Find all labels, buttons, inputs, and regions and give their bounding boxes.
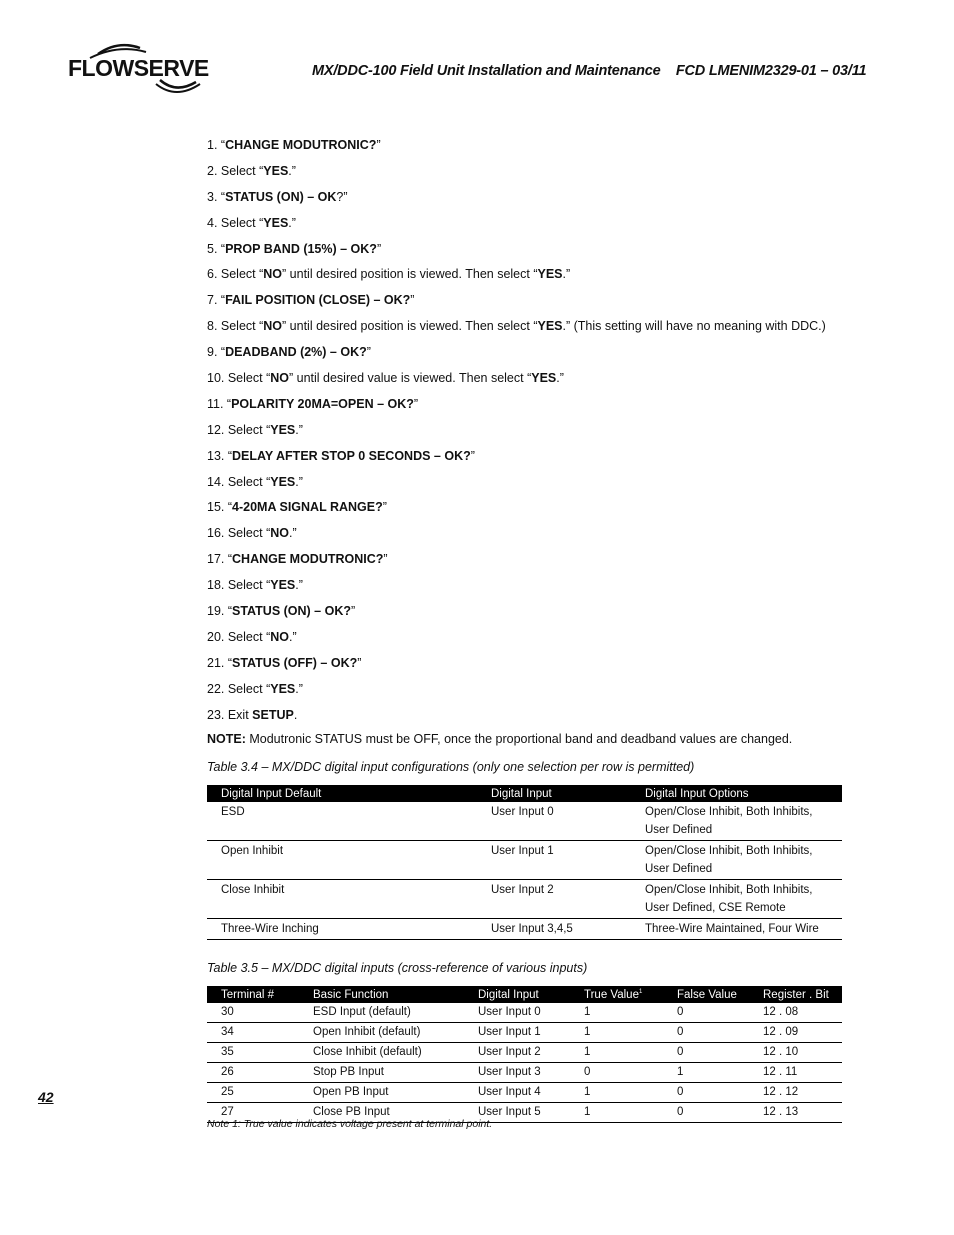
step-keyword: YES [270, 681, 296, 696]
table-cell [645, 880, 842, 919]
cell-line: Open/Close Inhibit, Both Inhibits, [645, 845, 813, 857]
step-text: .” [288, 163, 296, 178]
procedure-step [207, 421, 847, 447]
table-cell [645, 919, 842, 940]
table-cell: 1 [584, 1023, 677, 1043]
table-cell: Close Inhibit [207, 880, 491, 919]
step-keyword: NO [263, 319, 283, 334]
step-text: ” [351, 604, 356, 619]
flowserve-logo [68, 42, 210, 96]
step-keyword: YES [537, 319, 563, 334]
cell-line: User Defined [645, 824, 713, 836]
table-cell: User Input 5 [478, 1103, 584, 1123]
true-value-header: True Value [584, 988, 639, 1001]
column-header: False Value [677, 986, 763, 1003]
procedure-step [207, 240, 847, 266]
table-cell: 1 [584, 1103, 677, 1123]
table-cell: User Input 1 [491, 841, 645, 880]
column-header: Digital Input [491, 785, 645, 802]
table-cell: 12 . 12 [763, 1083, 842, 1103]
table-row [207, 1083, 842, 1103]
procedure-step [207, 602, 847, 628]
table-cell: User Input 3,4,5 [491, 919, 645, 940]
table-cell: 1 [584, 1083, 677, 1103]
table-3-5 [207, 986, 842, 1123]
step-keyword: POLARITY 20MA=OPEN – OK? [231, 396, 414, 411]
step-text: 8. Select “ [207, 319, 264, 334]
column-header: Digital Input Default [207, 785, 491, 802]
step-keyword: STATUS (ON) – OK [225, 189, 337, 204]
step-text: ” until desired position is viewed. Then select “ [282, 267, 538, 282]
step-text: 18. Select “ [207, 578, 271, 593]
table-cell: ESD Input (default) [313, 1003, 478, 1023]
procedure-steps [207, 136, 847, 731]
step-text: 5. “ [207, 241, 226, 256]
step-text: ” [376, 138, 381, 152]
cell-line: Open/Close Inhibit, Both Inhibits, [645, 806, 813, 818]
step-text: ” [383, 552, 388, 567]
step-text: 7. “ [207, 293, 226, 308]
step-keyword: STATUS (OFF) – OK? [232, 655, 358, 670]
table-row [207, 919, 842, 940]
procedure-step [207, 473, 847, 499]
table-cell: Open Inhibit [207, 841, 491, 880]
cell-line: User Defined [645, 863, 713, 875]
procedure-step [207, 706, 847, 732]
step-text: .” [562, 267, 571, 282]
table-cell: 30 [207, 1003, 313, 1023]
procedure-step [207, 317, 847, 343]
procedure-step [207, 576, 847, 602]
table-cell: 0 [677, 1083, 763, 1103]
step-text: 4. Select “ [207, 215, 264, 230]
table-cell: 1 [584, 1003, 677, 1023]
procedure-step [207, 343, 847, 369]
step-text: ” [382, 500, 387, 515]
table-cell: User Input 0 [491, 802, 645, 841]
procedure-step [207, 291, 847, 317]
table-3-4-caption: Table 3.4 – MX/DDC digital input configurations (only one selection per row is permitted) [207, 760, 695, 774]
step-keyword: SETUP [252, 707, 294, 722]
step-keyword: YES [263, 163, 289, 178]
procedure-step [207, 162, 847, 188]
step-keyword: DELAY AFTER STOP 0 SECONDS – OK? [232, 448, 471, 463]
step-keyword: NO [270, 526, 289, 541]
table-cell: 12 . 09 [763, 1023, 842, 1043]
table-cell: User Input 3 [478, 1063, 584, 1083]
step-text: ” [410, 293, 415, 308]
procedure-step [207, 498, 847, 524]
step-text: 3. “ [207, 189, 226, 204]
procedure-step [207, 447, 847, 473]
table-3-5-caption: Table 3.5 – MX/DDC digital inputs (cross-reference of various inputs) [207, 961, 588, 975]
table-row [207, 1003, 842, 1023]
table-cell: 12 . 08 [763, 1003, 842, 1023]
column-header: Digital Input [478, 986, 584, 1003]
table-header-row [207, 986, 842, 1003]
step-text: 14. Select “ [207, 474, 271, 489]
procedure-step [207, 524, 847, 550]
step-text: .” (This setting will have no meaning with DDC.) [562, 319, 826, 334]
step-text: 11. “ [207, 396, 232, 411]
procedure-step [207, 395, 847, 421]
table-cell: User Input 1 [478, 1023, 584, 1043]
step-text: 1. “ [207, 138, 226, 152]
cell-line: Open/Close Inhibit, Both Inhibits, [645, 884, 813, 896]
table-cell [645, 802, 842, 841]
step-text: 13. “ [207, 448, 233, 463]
step-keyword: NO [263, 267, 283, 282]
logo-text: FLOWSERVE [68, 55, 209, 81]
table-cell: 0 [677, 1043, 763, 1063]
step-text: 22. Select “ [207, 681, 271, 696]
procedure-step [207, 188, 847, 214]
table-cell: 12 . 13 [763, 1103, 842, 1123]
footnote: Note 1: True value indicates voltage present at terminal point. [207, 1118, 493, 1130]
procedure-step [207, 214, 847, 240]
step-text: 15. “ [207, 500, 233, 515]
step-text: 9. “ [207, 345, 226, 360]
procedure-step [207, 680, 847, 706]
document-header-title: MX/DDC-100 Field Unit Installation and Maintenance FCD LMENIM2329-01 – 03/11 [312, 63, 867, 79]
step-keyword: NO [270, 371, 289, 386]
step-keyword: CHANGE MODUTRONIC? [232, 552, 384, 567]
table-cell: 12 . 10 [763, 1043, 842, 1063]
step-text: ” until desired position is viewed. Then select “ [282, 319, 538, 334]
column-header: Terminal # [207, 986, 313, 1003]
table-cell: 1 [677, 1063, 763, 1083]
step-text: 17. “ [207, 552, 233, 567]
step-text: 2. Select “ [207, 163, 264, 178]
table-cell: Close Inhibit (default) [313, 1043, 478, 1063]
step-text: 19. “ [207, 604, 233, 619]
step-text: .” [288, 215, 296, 230]
step-text: .” [556, 371, 564, 386]
step-keyword: 4-20MA SIGNAL RANGE? [232, 500, 383, 515]
step-keyword: YES [263, 215, 289, 230]
step-text: ” [413, 396, 419, 411]
step-text: .” [288, 526, 297, 541]
table-cell: Stop PB Input [313, 1063, 478, 1083]
step-text: 12. Select “ [207, 422, 271, 437]
step-text: ” [366, 345, 371, 360]
procedure-step [207, 654, 847, 680]
step-text: .” [295, 422, 303, 437]
table-cell: User Input 2 [478, 1043, 584, 1063]
table-cell [645, 841, 842, 880]
table-cell: 0 [677, 1023, 763, 1043]
table-cell: Open Inhibit (default) [313, 1023, 478, 1043]
table-cell: 1 [584, 1043, 677, 1063]
step-text: ?” [336, 189, 348, 204]
step-text: ” [470, 448, 475, 463]
procedure-step [207, 369, 847, 395]
table-row [207, 802, 842, 841]
step-text: ” [357, 655, 362, 670]
step-keyword: YES [531, 371, 557, 386]
step-text: ” [376, 241, 382, 256]
step-keyword: DEADBAND (2%) – OK? [225, 345, 367, 360]
table-row [207, 1023, 842, 1043]
step-keyword: YES [270, 474, 296, 489]
step-text: .” [295, 578, 303, 593]
step-text: .” [295, 474, 303, 489]
procedure-step [207, 265, 847, 291]
step-text: 21. “ [207, 655, 233, 670]
table-cell: Open PB Input [313, 1083, 478, 1103]
table-cell: ESD [207, 802, 491, 841]
procedure-step [207, 628, 847, 654]
step-keyword: STATUS (ON) – OK? [232, 604, 351, 619]
table-cell: User Input 0 [478, 1003, 584, 1023]
table-3-4 [207, 785, 842, 940]
table-cell: 12 . 11 [763, 1063, 842, 1083]
note [207, 732, 792, 746]
table-cell: 25 [207, 1083, 313, 1103]
step-keyword: YES [270, 578, 296, 593]
table-row [207, 841, 842, 880]
step-text: 6. Select “ [207, 267, 264, 282]
note-label: NOTE: [207, 732, 246, 746]
table-cell: 0 [677, 1103, 763, 1123]
page-number: 42 [38, 1089, 54, 1105]
table-cell: 34 [207, 1023, 313, 1043]
table-cell: Close PB Input [313, 1103, 478, 1123]
table-cell: 0 [677, 1003, 763, 1023]
procedure-step [207, 550, 847, 576]
table-cell: 0 [584, 1063, 677, 1083]
step-text: 16. Select “ [207, 526, 271, 541]
step-keyword: CHANGE MODUTRONIC? [225, 138, 377, 152]
table-row [207, 1063, 842, 1083]
column-header: Basic Function [313, 986, 478, 1003]
step-keyword: NO [270, 629, 289, 644]
table-cell: User Input 2 [491, 880, 645, 919]
procedure-step [207, 136, 847, 162]
table-header-row [207, 785, 842, 802]
step-text: .” [288, 629, 297, 644]
footnote-marker: 1 [638, 988, 643, 995]
table-row [207, 1043, 842, 1063]
cell-line: User Defined, CSE Remote [645, 902, 786, 914]
table-cell: 27 [207, 1103, 313, 1123]
column-header [584, 986, 677, 1003]
step-text: 10. Select “ [207, 371, 271, 386]
step-keyword: YES [270, 422, 296, 437]
table-cell: 35 [207, 1043, 313, 1063]
column-header: Digital Input Options [645, 785, 842, 802]
step-keyword: FAIL POSITION (CLOSE) – OK? [225, 293, 411, 308]
step-text: 20. Select “ [207, 629, 271, 644]
cell-line: Three-Wire Maintained, Four Wire [645, 923, 819, 935]
step-text: 23. Exit [207, 707, 253, 722]
table-cell: Three-Wire Inching [207, 919, 491, 940]
step-keyword: YES [537, 267, 563, 282]
step-text: ” until desired value is viewed. Then select “ [288, 371, 532, 386]
step-keyword: PROP BAND (15%) – OK? [225, 241, 377, 256]
step-text: . [293, 707, 298, 722]
step-text: .” [295, 681, 303, 696]
column-header: Register . Bit [763, 986, 842, 1003]
table-cell: 26 [207, 1063, 313, 1083]
table-cell: User Input 4 [478, 1083, 584, 1103]
table-row [207, 880, 842, 919]
note-text: Modutronic STATUS must be OFF, once the proportional band and deadband values are changed. [245, 732, 793, 746]
